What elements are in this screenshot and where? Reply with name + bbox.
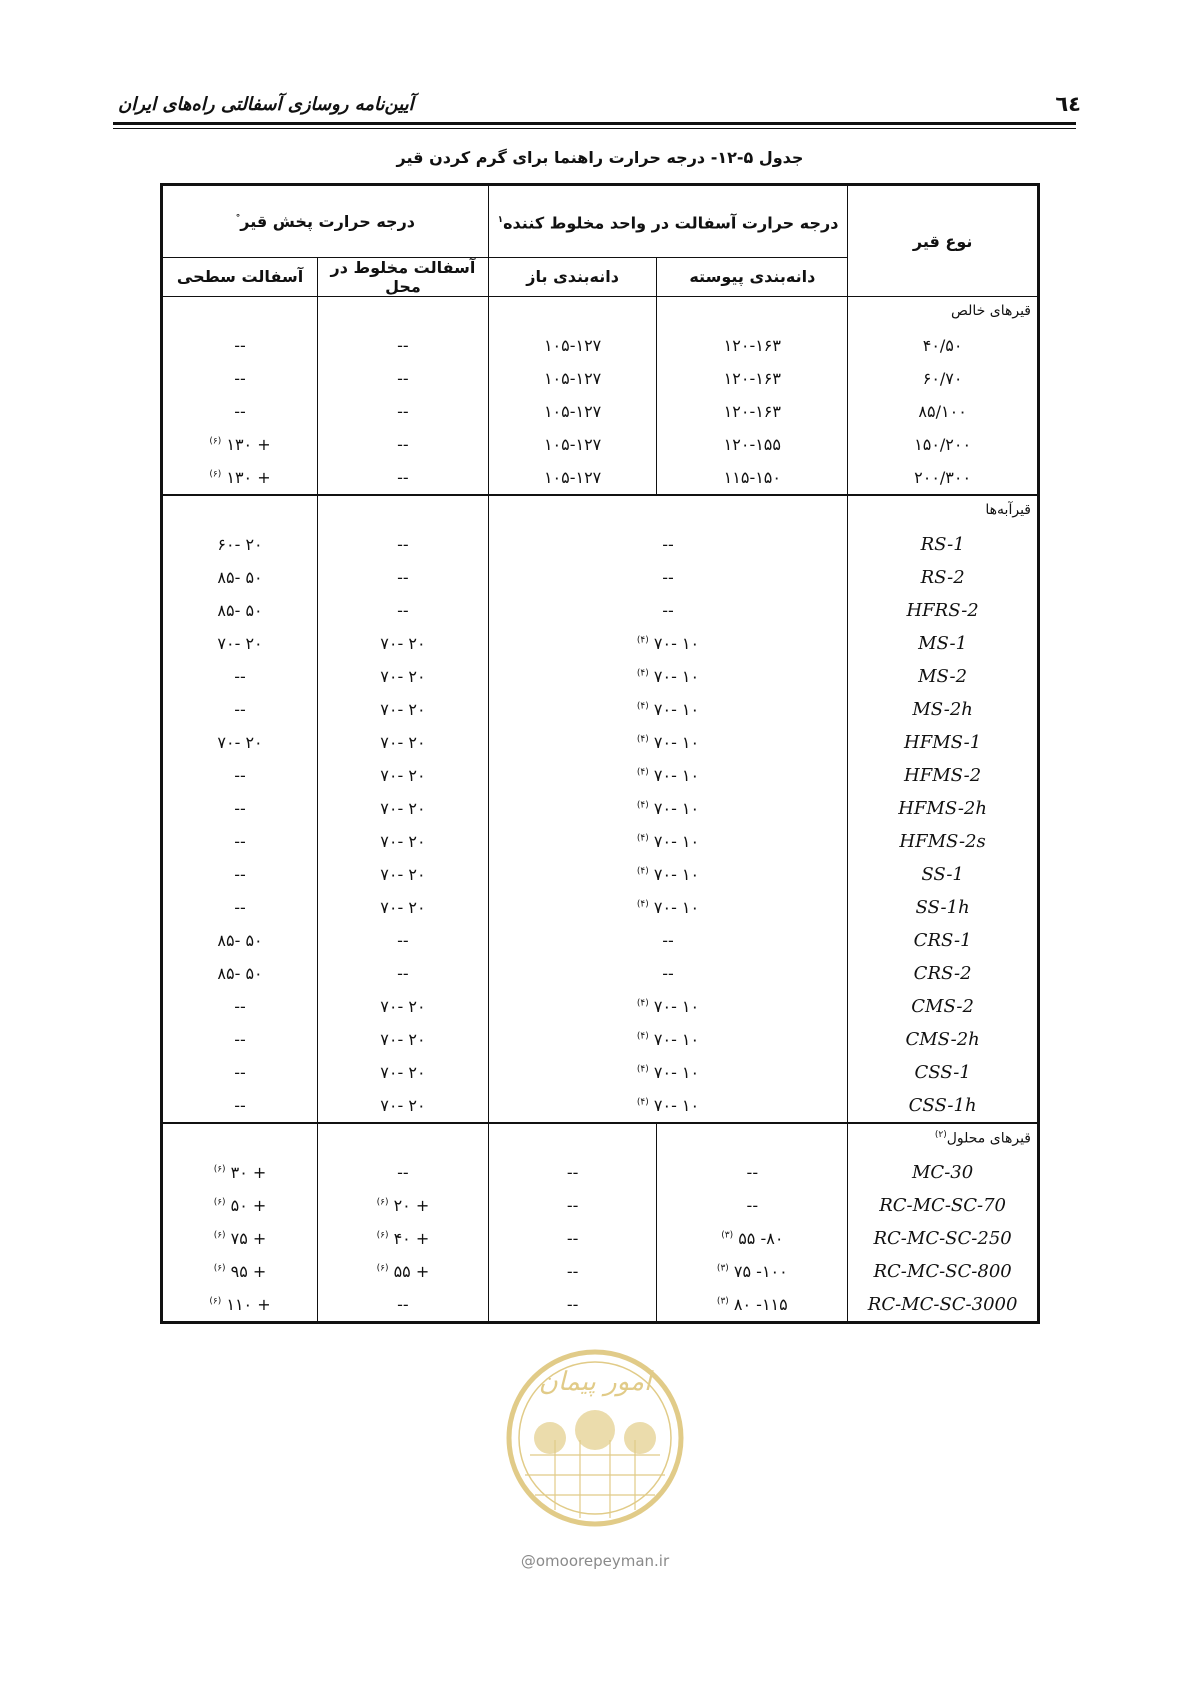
inplace-value xyxy=(318,1288,489,1323)
table-row xyxy=(162,1156,1039,1189)
inplace-value: ۲۰ -۷۰ xyxy=(318,990,489,1023)
mix-value-footnote: (۴) xyxy=(636,635,649,646)
bitumen-type: CMS-2 xyxy=(848,990,1039,1023)
surface-value-footnote: (۶) xyxy=(213,1263,226,1274)
surface-value-value: + ۹۵ xyxy=(230,1262,267,1281)
inplace-value: -- xyxy=(318,461,489,495)
inplace-value: -- xyxy=(318,528,489,561)
empty-cell xyxy=(318,1123,489,1156)
watermark-logo-text: امور پیمان xyxy=(538,1367,652,1397)
mix-value-value: ۱۰ -۷۰ xyxy=(653,898,700,917)
table-row xyxy=(162,1056,1039,1089)
page-header xyxy=(118,88,1081,120)
inplace-value: -- xyxy=(318,924,489,957)
surface-value xyxy=(162,1156,318,1189)
open-value: ۱۰۵-۱۲۷ xyxy=(488,395,657,428)
inplace-value: ۲۰ -۷۰ xyxy=(318,1023,489,1056)
surface-value: -- xyxy=(162,825,318,858)
inplace-value: -- xyxy=(318,594,489,627)
section-row xyxy=(162,495,1039,528)
table-row xyxy=(162,891,1039,924)
bitumen-type: MC-30 xyxy=(848,1156,1039,1189)
bitumen-type: ۸۵/۱۰۰ xyxy=(848,395,1039,428)
inplace-value: ۲۰ -۷۰ xyxy=(318,891,489,924)
bitumen-type: ۱۵۰/۲۰۰ xyxy=(848,428,1039,461)
mix-value xyxy=(488,825,847,858)
surface-value xyxy=(162,461,318,495)
mix-value-value: -- xyxy=(662,601,674,620)
inplace-value xyxy=(318,1189,489,1222)
header-rule-thick xyxy=(113,122,1076,125)
bitumen-type: HFMS-2 xyxy=(848,759,1039,792)
surface-value: -- xyxy=(162,1089,318,1123)
surface-value-footnote: (۶) xyxy=(209,469,222,480)
bitumen-type: CRS-1 xyxy=(848,924,1039,957)
col-dense: دانه‌بندی پیوسته xyxy=(657,257,848,296)
table-row xyxy=(162,561,1039,594)
table-row xyxy=(162,726,1039,759)
mix-value-value: ۱۰ -۷۰ xyxy=(653,997,700,1016)
mix-value xyxy=(488,1056,847,1089)
inplace-value: ۲۰ -۷۰ xyxy=(318,693,489,726)
surface-value xyxy=(162,395,318,428)
open-value: ۱۰۵-۱۲۷ xyxy=(488,428,657,461)
dense-value-value: ۱۱۵- ۸۰ xyxy=(733,1295,788,1314)
mix-value xyxy=(488,1089,847,1123)
inplace-value: ۲۰ -۷۰ xyxy=(318,858,489,891)
bitumen-type: HFMS-1 xyxy=(848,726,1039,759)
empty-cell xyxy=(162,1123,318,1156)
inplace-value: ۲۰ -۷۰ xyxy=(318,759,489,792)
surface-value xyxy=(162,362,318,395)
mix-value-footnote: (۴) xyxy=(636,734,649,745)
inplace-value: ۲۰ -۷۰ xyxy=(318,1056,489,1089)
table-row xyxy=(162,627,1039,660)
inplace-value-value: + ۵۵ xyxy=(393,1262,430,1281)
dense-value-value: -- xyxy=(746,1163,759,1182)
surface-value-footnote: (۶) xyxy=(209,436,222,447)
surface-value: -- xyxy=(162,891,318,924)
mix-value-footnote: (۴) xyxy=(636,1031,649,1042)
bitumen-type: ۴۰/۵۰ xyxy=(848,329,1039,362)
surface-value: -- xyxy=(162,660,318,693)
inplace-value: -- xyxy=(318,561,489,594)
mix-value xyxy=(488,858,847,891)
table-row xyxy=(162,792,1039,825)
section-label xyxy=(848,297,1039,330)
mix-value-value: ۱۰ -۷۰ xyxy=(653,667,700,686)
surface-value-value: -- xyxy=(234,402,246,421)
mix-value xyxy=(488,792,847,825)
table-caption: جدول ۵-۱۲- درجه حرارت راهنما برای گرم کردن قیر xyxy=(396,148,804,167)
dense-value xyxy=(657,1288,848,1323)
inplace-value-value: + ۲۰ xyxy=(393,1196,430,1215)
open-value: -- xyxy=(488,1156,657,1189)
mix-value xyxy=(488,660,847,693)
surface-value-value: + ۱۳۰ xyxy=(226,435,271,454)
surface-value: ۲۰ -۷۰ xyxy=(162,627,318,660)
bitumen-type: ۶۰/۷۰ xyxy=(848,362,1039,395)
dense-value xyxy=(657,1156,848,1189)
inplace-value: ۲۰ -۷۰ xyxy=(318,627,489,660)
surface-value-value: + ۱۱۰ xyxy=(226,1295,271,1314)
inplace-value xyxy=(318,1255,489,1288)
mix-value-footnote: (۴) xyxy=(636,998,649,1009)
table-row xyxy=(162,924,1039,957)
mix-value-value: ۱۰ -۷۰ xyxy=(653,733,700,752)
surface-value: ۵۰ -۸۵ xyxy=(162,957,318,990)
surface-value-footnote: (۶) xyxy=(209,1296,222,1307)
empty-cell xyxy=(318,495,489,528)
mix-value-value: -- xyxy=(662,535,674,554)
col-spray-group: درجه حرارت پخش قیر° xyxy=(162,185,489,258)
empty-cell xyxy=(657,1123,848,1156)
dense-value: ۱۲۰-۱۶۳ xyxy=(657,395,848,428)
section-label-text: قیرهای خالص xyxy=(950,303,1031,319)
table-row xyxy=(162,461,1039,495)
col-bitumen-type: نوع قیر xyxy=(848,185,1039,297)
dense-value: ۱۲۰-۱۵۵ xyxy=(657,428,848,461)
surface-value xyxy=(162,329,318,362)
inplace-value-value: + ۴۰ xyxy=(393,1229,430,1248)
surface-value xyxy=(162,428,318,461)
mix-value xyxy=(488,924,847,957)
dense-value-footnote: (۳) xyxy=(716,1263,729,1274)
surface-value: -- xyxy=(162,858,318,891)
table-row xyxy=(162,759,1039,792)
surface-value: -- xyxy=(162,1023,318,1056)
surface-value-value: -- xyxy=(234,336,246,355)
running-title: آیین‌نامه روسازی آسفالتی راه‌های ایران xyxy=(118,94,414,115)
table-row xyxy=(162,660,1039,693)
section-footnote: (۲) xyxy=(934,1130,947,1140)
mix-value-footnote: (۴) xyxy=(636,668,649,679)
table-row xyxy=(162,1023,1039,1056)
col-inplace: آسفالت مخلوط در محل xyxy=(318,257,489,296)
bitumen-type: RS-1 xyxy=(848,528,1039,561)
mix-value xyxy=(488,561,847,594)
surface-value: -- xyxy=(162,759,318,792)
surface-value xyxy=(162,1189,318,1222)
bitumen-type: ۲۰۰/۳۰۰ xyxy=(848,461,1039,495)
bitumen-type: HFRS-2 xyxy=(848,594,1039,627)
open-value: ۱۰۵-۱۲۷ xyxy=(488,461,657,495)
mix-value-footnote: (۴) xyxy=(636,833,649,844)
mix-value-footnote: (۴) xyxy=(636,866,649,877)
bitumen-type: CSS-1h xyxy=(848,1089,1039,1123)
mix-value-value: ۱۰ -۷۰ xyxy=(653,700,700,719)
dense-value: ۱۲۰-۱۶۳ xyxy=(657,362,848,395)
empty-cell xyxy=(162,495,318,528)
mix-value xyxy=(488,759,847,792)
table-row xyxy=(162,1255,1039,1288)
section-row xyxy=(162,297,1039,330)
table-row xyxy=(162,1089,1039,1123)
section-label-text: قیرآبه‌ها xyxy=(985,502,1031,518)
surface-value xyxy=(162,1288,318,1323)
mix-value-footnote: (۴) xyxy=(636,1064,649,1075)
surface-value xyxy=(162,1222,318,1255)
mix-value-value: ۱۰ -۷۰ xyxy=(653,832,700,851)
inplace-value-value: -- xyxy=(397,1295,409,1314)
bitumen-type: SS-1h xyxy=(848,891,1039,924)
open-value: -- xyxy=(488,1288,657,1323)
dense-value-value: ۱۰۰- ۷۵ xyxy=(733,1262,788,1281)
surface-value-footnote: (۶) xyxy=(213,1230,226,1241)
inplace-value: -- xyxy=(318,362,489,395)
table-body xyxy=(162,297,1039,1323)
open-value: -- xyxy=(488,1189,657,1222)
table-row xyxy=(162,693,1039,726)
surface-value: -- xyxy=(162,1056,318,1089)
surface-value-value: + ۱۳۰ xyxy=(226,468,271,487)
table-row xyxy=(162,858,1039,891)
inplace-value: ۲۰ -۷۰ xyxy=(318,660,489,693)
mix-value xyxy=(488,594,847,627)
bitumen-type: HFMS-2h xyxy=(848,792,1039,825)
open-value: -- xyxy=(488,1255,657,1288)
bitumen-type: MS-2h xyxy=(848,693,1039,726)
dense-value xyxy=(657,1189,848,1222)
table-row xyxy=(162,1288,1039,1323)
dense-value-footnote: (۳) xyxy=(721,1230,734,1241)
watermark-url: @omoorepeyman.ir xyxy=(520,1552,670,1570)
mix-temp-footnote: ۱ xyxy=(497,214,504,225)
bitumen-type: MS-2 xyxy=(848,660,1039,693)
bitumen-type: RS-2 xyxy=(848,561,1039,594)
empty-cell xyxy=(162,297,318,330)
surface-value-footnote: (۶) xyxy=(213,1197,226,1208)
empty-cell xyxy=(488,297,657,330)
dense-value-footnote: (۳) xyxy=(716,1296,729,1307)
section-row xyxy=(162,1123,1039,1156)
surface-value-footnote: (۶) xyxy=(213,1164,226,1175)
surface-value: ۵۰ -۸۵ xyxy=(162,561,318,594)
mix-value xyxy=(488,957,847,990)
mix-value-value: ۱۰ -۷۰ xyxy=(653,1096,700,1115)
table-row xyxy=(162,594,1039,627)
surface-value: ۵۰ -۸۵ xyxy=(162,924,318,957)
mix-value-value: ۱۰ -۷۰ xyxy=(653,1030,700,1049)
mix-value-value: ۱۰ -۷۰ xyxy=(653,865,700,884)
surface-value: -- xyxy=(162,693,318,726)
bitumen-type: RC-MC-SC-800 xyxy=(848,1255,1039,1288)
table-row xyxy=(162,1189,1039,1222)
bitumen-type: SS-1 xyxy=(848,858,1039,891)
bitumen-type: CSS-1 xyxy=(848,1056,1039,1089)
inplace-value: ۲۰ -۷۰ xyxy=(318,825,489,858)
dense-value-value: ۸۰- ۵۵ xyxy=(738,1229,784,1248)
mix-value xyxy=(488,726,847,759)
inplace-value: ۲۰ -۷۰ xyxy=(318,792,489,825)
dense-value-value: -- xyxy=(746,1196,759,1215)
surface-value: -- xyxy=(162,792,318,825)
section-label xyxy=(848,495,1039,528)
open-value: -- xyxy=(488,1222,657,1255)
dense-value: ۱۲۰-۱۶۳ xyxy=(657,329,848,362)
surface-value-value: + ۳۰ xyxy=(230,1163,267,1182)
mix-value-value: -- xyxy=(662,568,674,587)
mix-value xyxy=(488,990,847,1023)
page-number: ٦٤ xyxy=(1055,92,1081,116)
table-row xyxy=(162,395,1039,428)
mix-value-value: ۱۰ -۷۰ xyxy=(653,634,700,653)
dense-value xyxy=(657,1222,848,1255)
surface-value xyxy=(162,1255,318,1288)
mix-value xyxy=(488,627,847,660)
inplace-value: -- xyxy=(318,329,489,362)
open-value: ۱۰۵-۱۲۷ xyxy=(488,362,657,395)
inplace-value xyxy=(318,1222,489,1255)
bitumen-type: CMS-2h xyxy=(848,1023,1039,1056)
bitumen-type: HFMS-2s xyxy=(848,825,1039,858)
table-row xyxy=(162,362,1039,395)
temperature-table xyxy=(160,183,1040,1324)
table-row xyxy=(162,1222,1039,1255)
bitumen-type: MS-1 xyxy=(848,627,1039,660)
mix-value xyxy=(488,528,847,561)
empty-cell xyxy=(318,297,489,330)
header-rule-thin xyxy=(113,128,1076,129)
table-row xyxy=(162,329,1039,362)
inplace-value-footnote: (۶) xyxy=(376,1197,389,1208)
dense-value xyxy=(657,1255,848,1288)
table-row xyxy=(162,825,1039,858)
mix-value-value: ۱۰ -۷۰ xyxy=(653,766,700,785)
mix-value xyxy=(488,693,847,726)
mix-value-value: -- xyxy=(662,931,674,950)
section-label-text: قیرهای محلول xyxy=(946,1130,1031,1147)
mix-value xyxy=(488,891,847,924)
inplace-value-footnote: (۶) xyxy=(376,1230,389,1241)
inplace-value: -- xyxy=(318,957,489,990)
surface-value-value: + ۵۰ xyxy=(230,1196,267,1215)
mix-value-footnote: (۴) xyxy=(636,1097,649,1108)
mix-value-value: -- xyxy=(662,964,674,983)
empty-cell xyxy=(657,297,848,330)
mix-value-footnote: (۴) xyxy=(636,701,649,712)
inplace-value: ۲۰ -۷۰ xyxy=(318,726,489,759)
surface-value: ۲۰ -۷۰ xyxy=(162,726,318,759)
mix-value xyxy=(488,1023,847,1056)
table-row xyxy=(162,990,1039,1023)
inplace-value: -- xyxy=(318,428,489,461)
dense-value: ۱۱۵-۱۵۰ xyxy=(657,461,848,495)
surface-value-value: + ۷۵ xyxy=(230,1229,267,1248)
table-row xyxy=(162,428,1039,461)
section-label xyxy=(848,1123,1039,1156)
bitumen-type: RC-MC-SC-70 xyxy=(848,1189,1039,1222)
bitumen-type: RC-MC-SC-250 xyxy=(848,1222,1039,1255)
mix-value-footnote: (۴) xyxy=(636,899,649,910)
surface-value: -- xyxy=(162,990,318,1023)
mix-value-footnote: (۴) xyxy=(636,767,649,778)
bitumen-type: CRS-2 xyxy=(848,957,1039,990)
surface-value-value: -- xyxy=(234,369,246,388)
table-row xyxy=(162,957,1039,990)
inplace-value: ۲۰ -۷۰ xyxy=(318,1089,489,1123)
bitumen-type: RC-MC-SC-3000 xyxy=(848,1288,1039,1323)
inplace-value-value: -- xyxy=(397,1163,409,1182)
empty-cell xyxy=(488,495,847,528)
empty-cell xyxy=(488,1123,657,1156)
surface-value: ۲۰ -۶۰ xyxy=(162,528,318,561)
mix-value-value: ۱۰ -۷۰ xyxy=(653,799,700,818)
inplace-value-footnote: (۶) xyxy=(376,1263,389,1274)
table-row xyxy=(162,528,1039,561)
inplace-value: -- xyxy=(318,395,489,428)
mix-value-value: ۱۰ -۷۰ xyxy=(653,1063,700,1082)
inplace-value xyxy=(318,1156,489,1189)
spray-footnote: ° xyxy=(235,213,241,224)
surface-value: ۵۰ -۸۵ xyxy=(162,594,318,627)
open-value: ۱۰۵-۱۲۷ xyxy=(488,329,657,362)
watermark-logo xyxy=(490,1340,700,1530)
col-open: دانه‌بندی باز xyxy=(488,257,657,296)
mix-value-footnote: (۴) xyxy=(636,800,649,811)
col-surface: آسفالت سطحی xyxy=(162,257,318,296)
col-mix-temp-group: درجه حرارت آسفالت در واحد مخلوط کننده$^۱$ xyxy=(488,185,847,258)
